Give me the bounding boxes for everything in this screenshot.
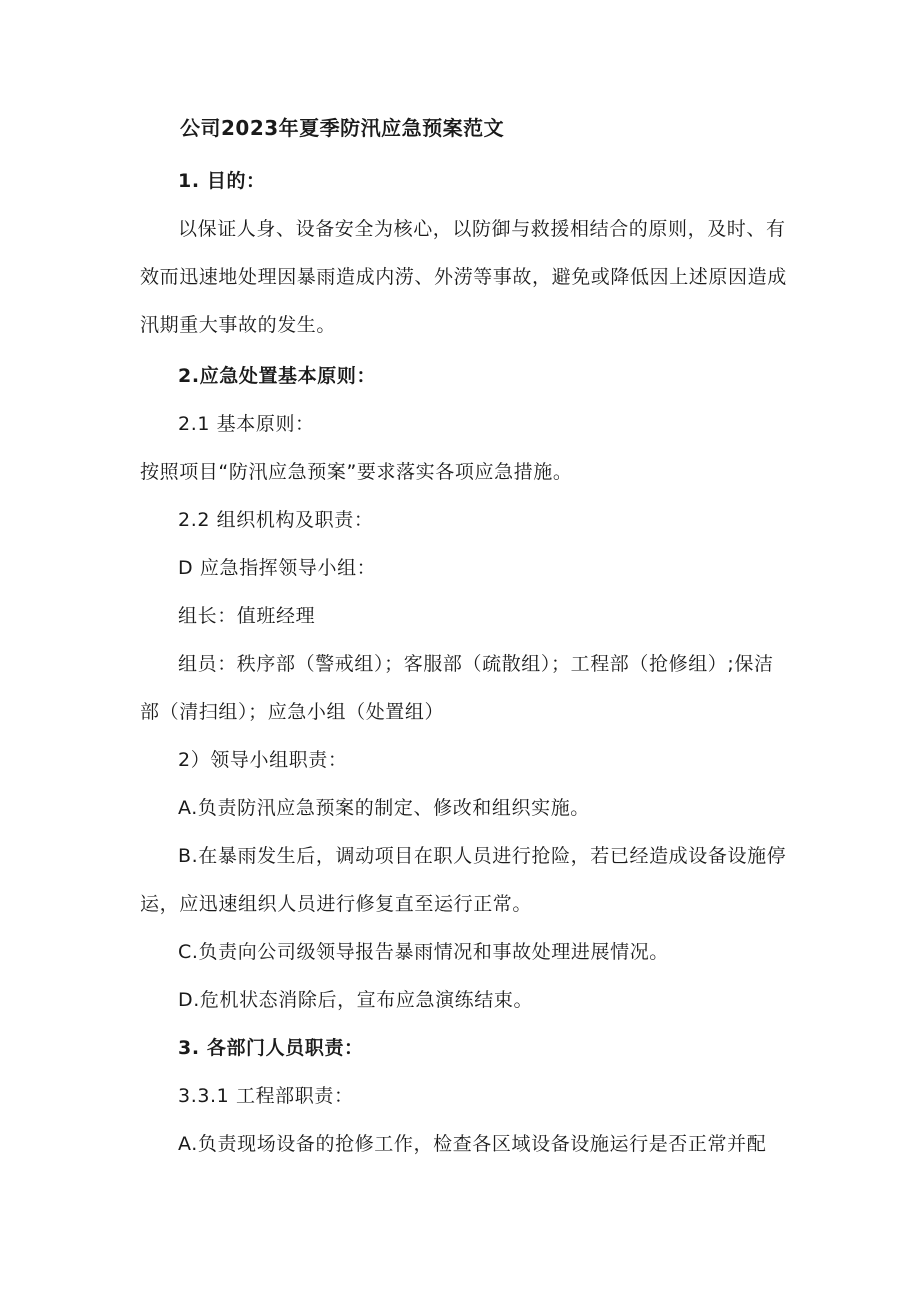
subsection-2-2: 2.2 组织机构及职责： (178, 509, 374, 531)
paragraph-duty-d: D.危机状态消除后，宣布应急演练结束。 (178, 989, 534, 1011)
paragraph-group-leader: 组长：值班经理 (178, 605, 316, 627)
paragraph-duty-c: C.负责向公司级领导报告暴雨情况和事故处理进展情况。 (178, 941, 669, 963)
subsection-3-3-1: 3.3.1 工程部职责： (178, 1085, 354, 1107)
paragraph-purpose: 以保证人身、设备安全为核心，以防御与救援相结合的原则，及时、有效而迅速地处理因暴雨造成内涝、外涝等事故，避免或降低因上述原因造成汛期重大事故的发生。 (140, 218, 787, 336)
paragraph-duty-b: B.在暴雨发生后，调动项目在职人员进行抢险，若已经造成设备设施停运，应迅速组织人员进行修复直至运行正常。 (140, 845, 787, 915)
section-2-heading: 2.应急处置基本原则： (178, 365, 377, 387)
section-3-heading: 3. 各部门人员职责： (178, 1037, 364, 1059)
paragraph-group-members: 组员：秩序部（警戒组）；客服部（疏散组）；工程部（抢修组）;保洁部（清扫组）；应急小组（处置组） (140, 653, 774, 723)
paragraph-basic-principle: 按照项目“防汛应急预案”要求落实各项应急措施。 (140, 461, 573, 483)
document-title: 公司2023年夏季防汛应急预案范文 (180, 116, 505, 140)
subsection-2-1: 2.1 基本原则： (178, 413, 315, 435)
section-1-heading: 1. 目的： (178, 170, 266, 192)
paragraph-engineering-duty-a: A.负责现场设备的抢修工作，检查各区域设备设施运行是否正常并配 (178, 1133, 767, 1155)
paragraph-leadership-duties: 2）领导小组职责： (178, 749, 348, 771)
paragraph-duty-a: A.负责防汛应急预案的制定、修改和组织实施。 (178, 797, 590, 819)
paragraph-leadership-group: D 应急指挥领导小组： (178, 557, 377, 579)
